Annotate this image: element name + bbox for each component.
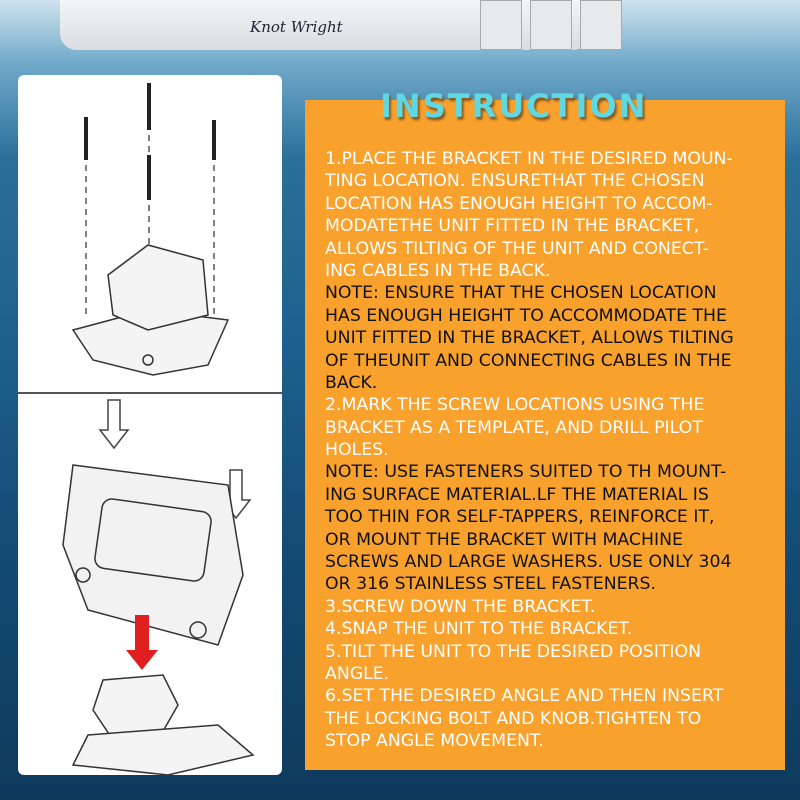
instruction-text — [325, 148, 785, 753]
instruction-line: 4.SNAP THE UNIT TO THE BRACKET. — [325, 619, 633, 640]
instruction-line: TOO THIN FOR SELF-TAPPERS, REINFORCE IT, — [325, 507, 715, 528]
instruction-line: 5.TILT THE UNIT TO THE DESIRED POSITION — [325, 641, 702, 662]
instruction-line: NOTE: USE FASTENERS SUITED TO TH MOUNT- — [325, 462, 727, 483]
instruction-title: INSTRUCTION — [380, 87, 648, 125]
instruction-line: UNIT FITTED IN THE BRACKET, ALLOWS TILTING — [325, 328, 734, 349]
instruction-line: STOP ANGLE MOVEMENT. — [325, 731, 544, 752]
instruction-line: 1.PLACE THE BRACKET IN THE DESIRED MOUN- — [325, 149, 733, 169]
instruction-line: ANGLE. — [325, 663, 390, 684]
instruction-line: OR MOUNT THE BRACKET WITH MACHINE — [325, 529, 683, 550]
instruction-line: LOCATION HAS ENOUGH HEIGHT TO ACCOM- — [325, 193, 713, 214]
outboard-engine — [480, 0, 522, 50]
instruction-line: THE LOCKING BOLT AND KNOB.TIGHTEN TO — [325, 708, 702, 729]
mounting-diagram — [18, 75, 282, 775]
bracket-illustration — [73, 675, 253, 775]
screws-illustration — [86, 83, 214, 200]
instruction-line: ING SURFACE MATERIAL.LF THE MATERIAL IS — [325, 484, 709, 505]
fishfinder-unit-illustration — [63, 465, 243, 645]
instruction-line: TING LOCATION. ENSURETHAT THE CHOSEN — [325, 171, 705, 192]
instruction-line: MODATETHE UNIT FITTED IN THE BRACKET, — [325, 216, 700, 237]
instruction-line: NOTE: ENSURE THAT THE CHOSEN LOCATION — [325, 283, 717, 304]
divider — [18, 392, 282, 394]
boat-photo — [60, 0, 620, 50]
instruction-line: 6.SET THE DESIRED ANGLE AND THEN INSERT — [325, 686, 724, 707]
instruction-line: HAS ENOUGH HEIGHT TO ACCOMMODATE THE — [325, 305, 727, 326]
outboard-engine — [530, 0, 572, 50]
instruction-line: OF THEUNIT AND CONNECTING CABLES IN THE — [325, 350, 732, 371]
instruction-line: ALLOWS TILTING OF THE UNIT AND CONECT- — [325, 238, 710, 259]
bracket-illustration — [73, 245, 228, 375]
instruction-line: BACK. — [325, 372, 378, 393]
diagram-panel — [18, 75, 282, 775]
outboard-engine — [580, 0, 622, 50]
instruction-line: BRACKET AS A TEMPLATE, AND DRILL PILOT — [325, 417, 703, 438]
instruction-line: OR 316 STAINLESS STEEL FASTENERS. — [325, 574, 657, 595]
boat-name: Knot Wright — [250, 18, 343, 36]
instruction-line: SCREWS AND LARGE WASHERS. USE ONLY 304 — [325, 552, 732, 573]
instruction-line: HOLES. — [325, 440, 389, 461]
instruction-line: ING CABLES IN THE BACK. — [325, 260, 551, 281]
instruction-line: 3.SCREW DOWN THE BRACKET. — [325, 596, 596, 617]
instruction-line: 2.MARK THE SCREW LOCATIONS USING THE — [325, 395, 705, 416]
